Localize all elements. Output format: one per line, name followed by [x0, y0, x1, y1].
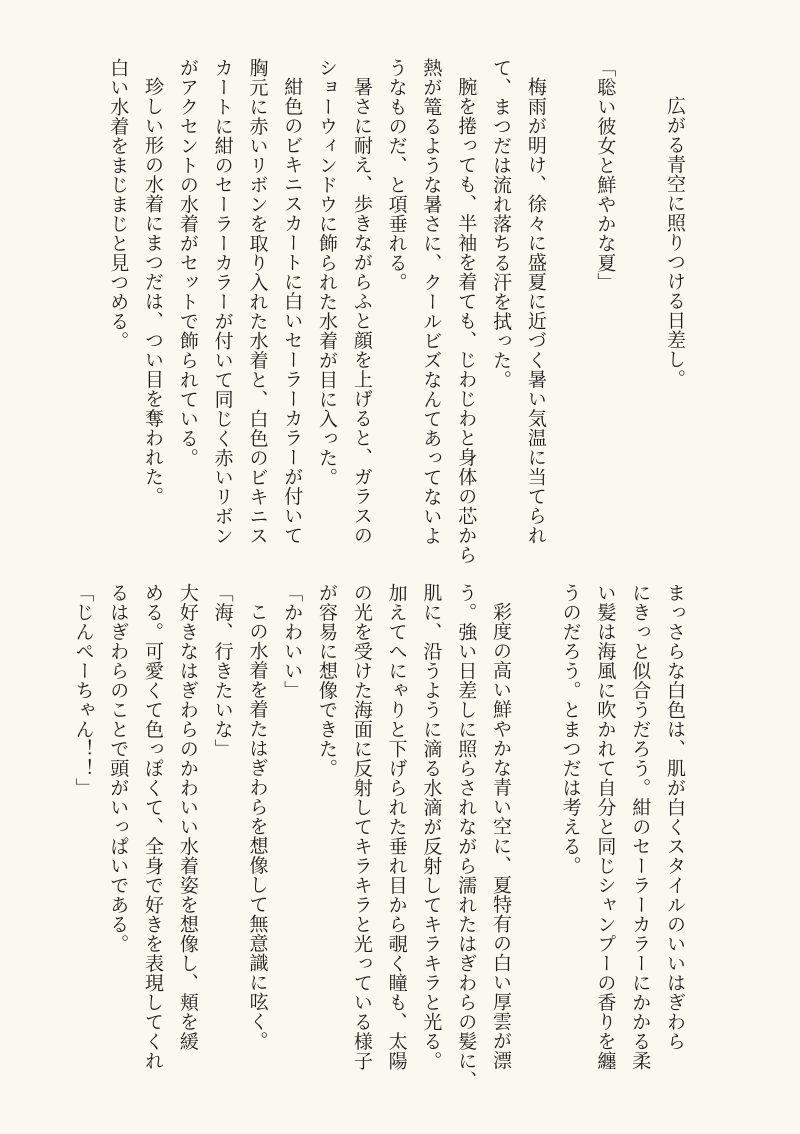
- text-line: ショーウィンドウに飾られた水着が目に入った。: [316, 58, 339, 487]
- upper-text-block: [100, 58, 692, 565]
- text-line: カートに紺のセーラーカラーが付いて同じく赤いリボン: [211, 58, 234, 546]
- text-line: が容易に想像できた。: [316, 583, 339, 778]
- dialogue-line: 「海、行きたいな」: [211, 583, 234, 759]
- text-line: う。強い日差しに照らされながら濡れたはぎわらの髪に、: [455, 583, 478, 1090]
- text-line: 広がる青空に照りつける日差し。: [664, 96, 686, 389]
- text-line: 肌に、沿うように滴る水滴が反射してキラキラと光る。: [420, 583, 443, 1071]
- blank-line: [518, 583, 553, 1063]
- text-line: 彩度の高い鮮やかな青い空に、夏特有の白い厚雲が漂: [490, 602, 513, 1070]
- dialogue-line: 「じんぺーちゃん！！」: [72, 583, 95, 798]
- text-line: まっさらな白色は、肌が白くスタイルのいいはぎわら: [664, 583, 686, 1051]
- blank-line: [622, 58, 657, 538]
- text-line: この水着を着たはぎわらを想像して無意識に呟く。: [246, 602, 269, 1051]
- text-line: 腕を捲っても、半袖を着ても、じわじわと身体の芯から: [455, 77, 478, 565]
- text-line: て、まつだは流れ落ちる汗を拭った。: [490, 58, 513, 390]
- chapter-title: 「聡い彼女と鮮やかな夏」: [594, 58, 617, 292]
- text-line: 暑さに耐え、歩きながらふと顔を上げると、ガラスの: [350, 77, 373, 545]
- text-line: い髪は海風に吹かれて自分と同じシャンプーの香りを纏: [594, 583, 617, 1071]
- text-line: 白い水着をまじまじと見つめる。: [107, 58, 130, 351]
- text-line: にきっと似合うだろう。紺のセーラーカラーにかかる柔: [629, 583, 652, 1071]
- text-line: める。可愛くて色っぽくて、全身で好きを表現してくれ: [142, 583, 165, 1071]
- text-line: 加えてへにゃりと下げられた垂れ目から覗く瞳も、太陽: [385, 583, 408, 1071]
- text-line: 胸元に赤いリボンを取り入れた水着と、白色のビキニス: [246, 58, 269, 546]
- dialogue-line: 「かわいい」: [281, 583, 304, 700]
- text-line: がアクセントの水着がセットで飾られている。: [176, 58, 199, 468]
- text-line: 梅雨が明け、徐々に盛夏に近づく暑い気温に当てられ: [524, 77, 547, 545]
- text-line: うなものだ、と項垂れる。: [385, 58, 408, 292]
- text-line: 大好きなはぎわらのかわいい水着姿を想像し、頬を緩: [176, 583, 199, 1051]
- text-line: 熱が篭るような暑さに、クールビズなんてあってないよ: [420, 58, 443, 546]
- lower-text-block: [66, 583, 692, 1090]
- text-line: 珍しい形の水着にまつだは、つい目を奪われた。: [142, 77, 165, 506]
- blank-line: [553, 58, 588, 538]
- text-line: 紺色のビキニスカートに白いセーラーカラーが付いて: [281, 77, 304, 545]
- text-line: の光を受けた海面に反射してキラキラと光っている様子: [350, 583, 373, 1071]
- text-line: うのだろう。とまつだは考える。: [559, 583, 582, 876]
- text-line: るはぎわらのことで頭がいっぱいである。: [107, 583, 130, 954]
